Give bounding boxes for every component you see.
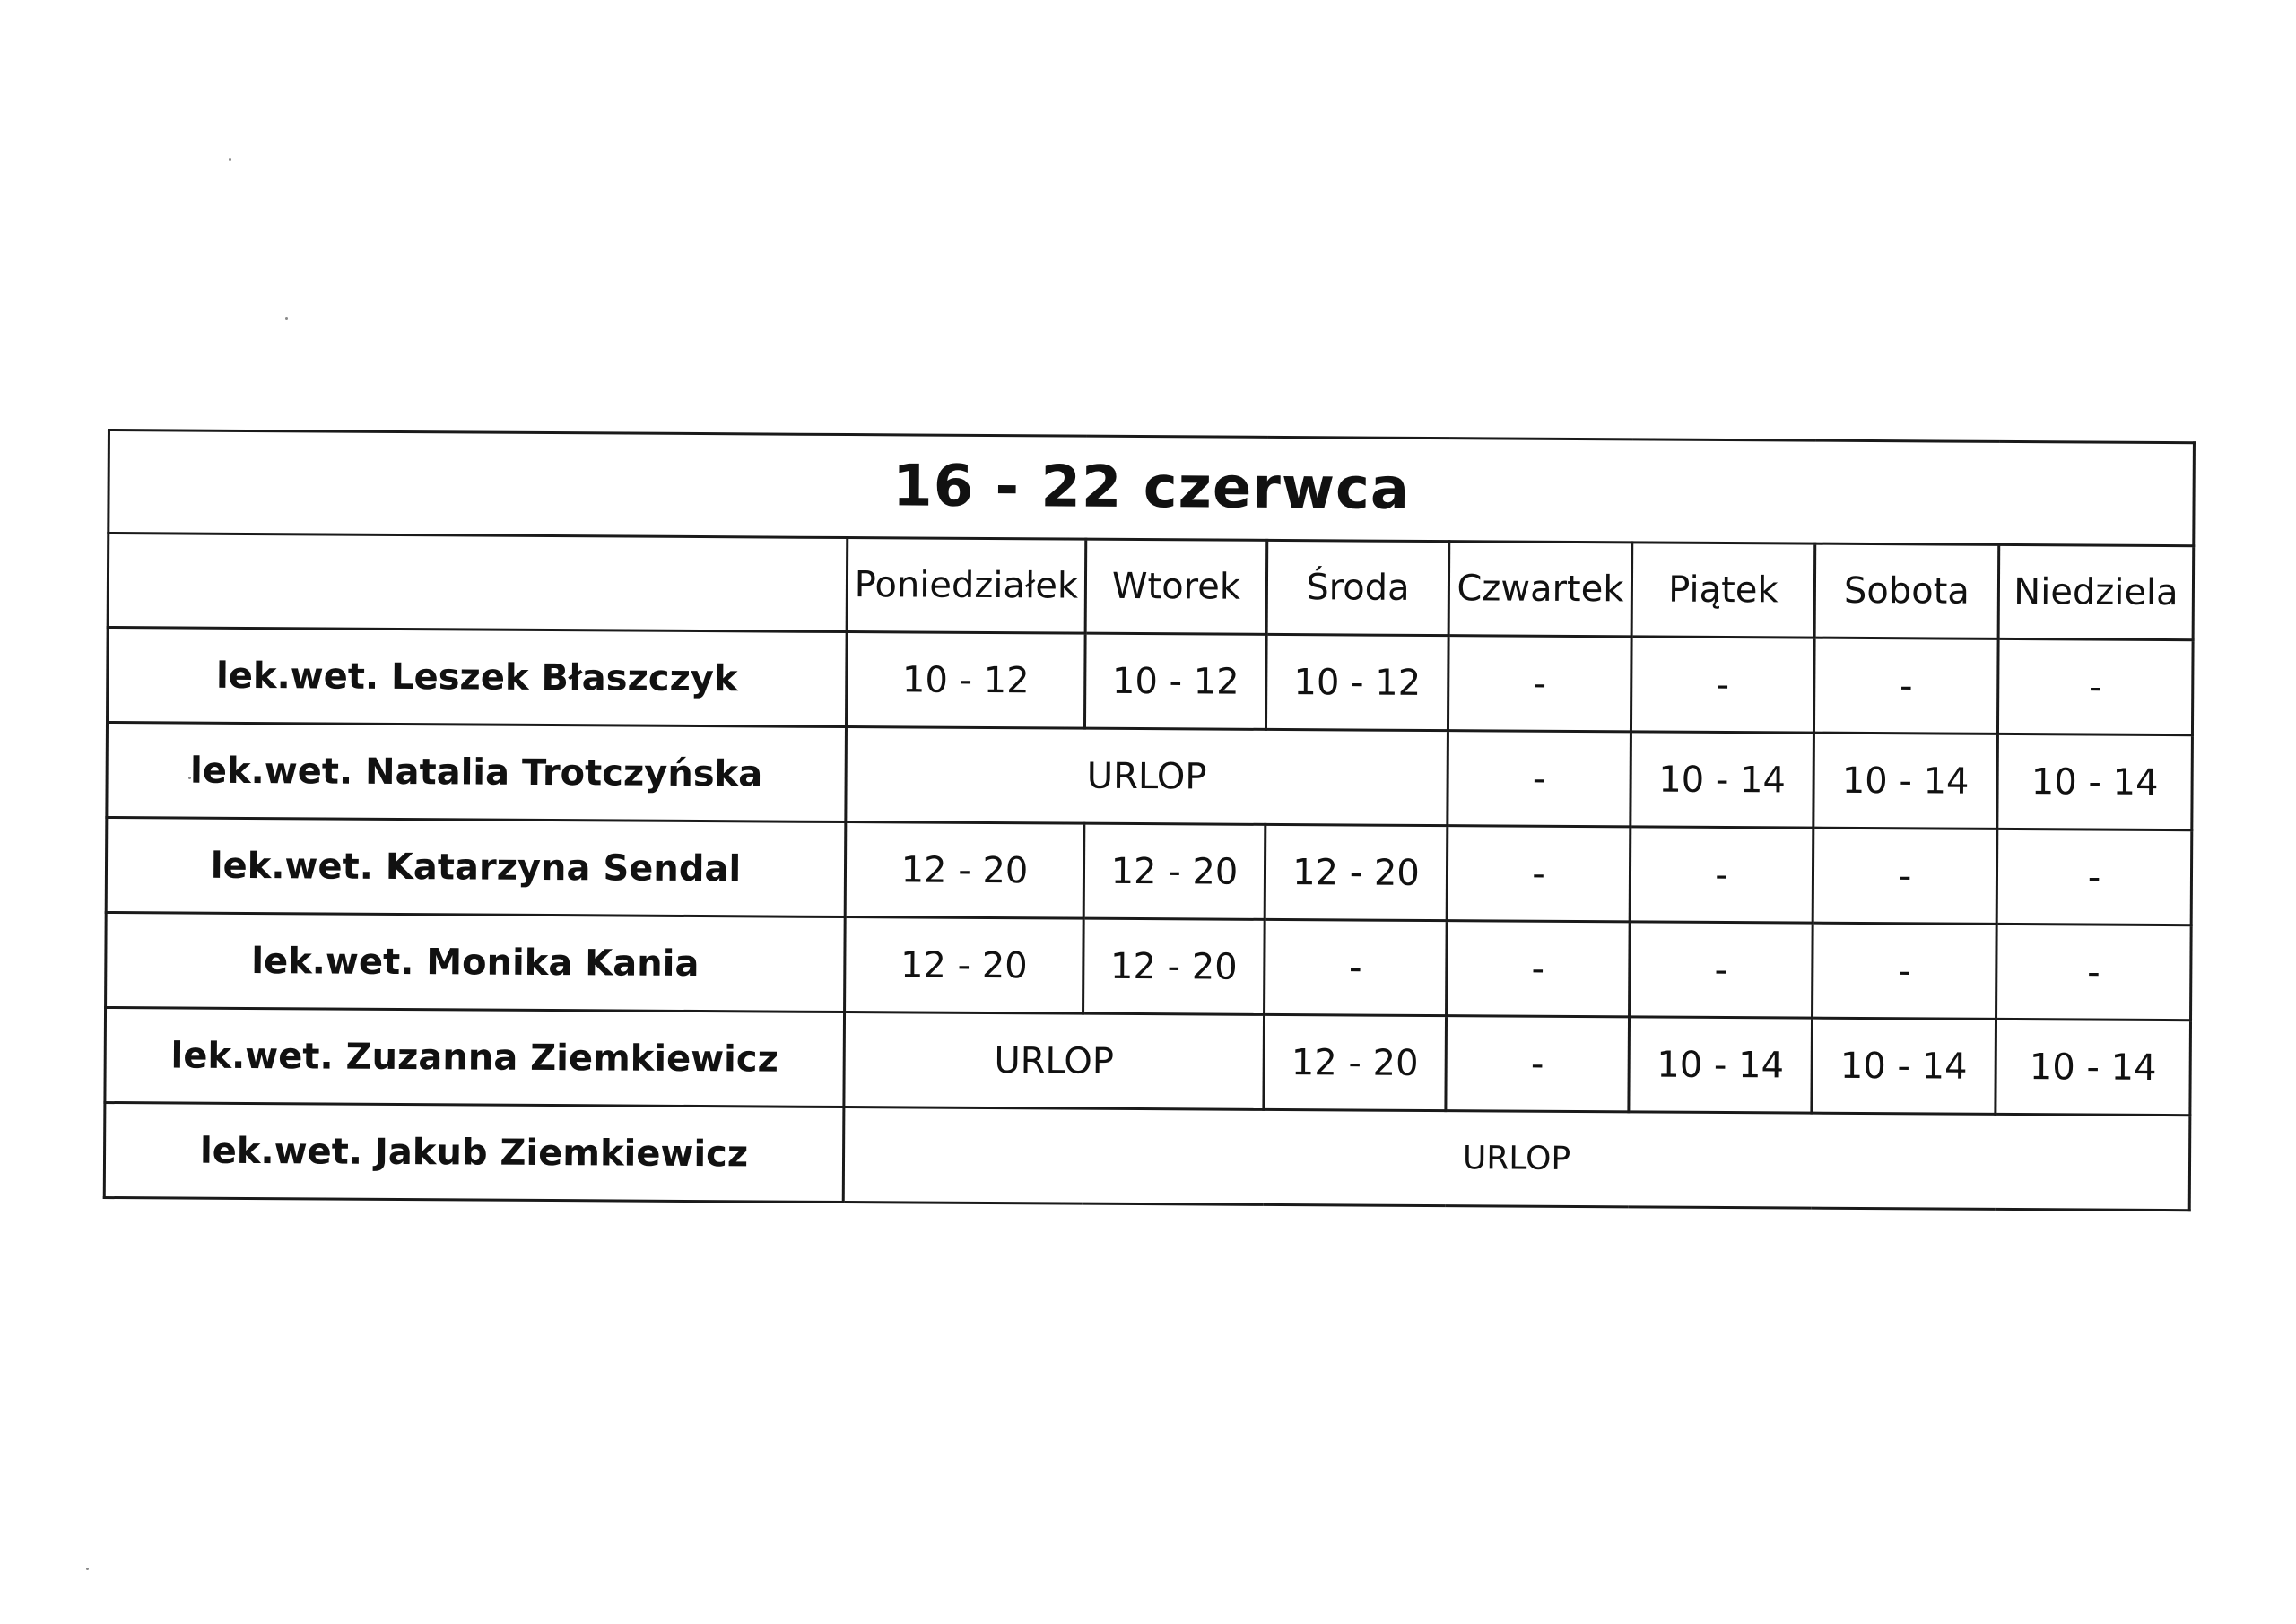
leave-cell: URLOP bbox=[843, 1107, 2190, 1211]
day-header-saturday: Sobota bbox=[1814, 543, 1999, 638]
hours-cell: - bbox=[1265, 919, 1448, 1015]
hours-cell: 12 - 20 bbox=[1265, 824, 1448, 920]
hours-cell: 12 - 20 bbox=[1083, 918, 1265, 1014]
hours-cell: - bbox=[1448, 636, 1631, 732]
schedule-title: 16 - 22 czerwca bbox=[109, 430, 2195, 546]
leave-cell: URLOP bbox=[846, 727, 1448, 826]
schedule-row bbox=[106, 818, 2192, 925]
hours-cell: - bbox=[1813, 638, 1998, 734]
empty-corner-cell bbox=[108, 534, 848, 632]
hours-cell: 10 - 14 bbox=[1629, 1017, 1813, 1113]
hours-cell: 12 - 20 bbox=[845, 822, 1084, 919]
hours-cell: 10 - 12 bbox=[846, 632, 1085, 729]
days-header-row bbox=[108, 534, 2194, 640]
schedule-row bbox=[107, 723, 2193, 830]
hours-cell: 12 - 20 bbox=[1264, 1014, 1447, 1110]
day-header-tuesday: Wtorek bbox=[1085, 539, 1267, 634]
hours-cell: - bbox=[1446, 1016, 1630, 1112]
scan-speck bbox=[86, 1568, 89, 1570]
day-header-monday: Poniedziałek bbox=[847, 538, 1086, 634]
hours-cell: 10 - 14 bbox=[1813, 733, 1998, 829]
hours-cell: - bbox=[1447, 921, 1631, 1017]
schedule-row bbox=[105, 1007, 2191, 1115]
day-header-sunday: Niedziela bbox=[1998, 544, 2194, 639]
hours-cell: 10 - 14 bbox=[1997, 734, 2193, 829]
hours-cell: 10 - 14 bbox=[1631, 732, 1814, 828]
hours-cell: - bbox=[1813, 828, 1997, 924]
vet-name-cell: lek.wet. Zuzanna Ziemkiewicz bbox=[105, 1007, 845, 1107]
hours-cell: - bbox=[1448, 731, 1631, 827]
hours-cell: - bbox=[1631, 637, 1814, 733]
hours-cell: - bbox=[1997, 638, 2193, 734]
day-header-thursday: Czwartek bbox=[1448, 542, 1632, 637]
vet-name-cell: lek.wet. Monika Kania bbox=[106, 912, 846, 1012]
hours-cell: - bbox=[1813, 923, 1997, 1019]
hours-cell: 12 - 20 bbox=[1083, 823, 1265, 919]
hours-cell: 10 - 14 bbox=[1812, 1018, 1996, 1114]
hours-cell: - bbox=[1630, 922, 1813, 1018]
scan-speck bbox=[229, 158, 231, 161]
hours-cell: 10 - 12 bbox=[1265, 634, 1448, 730]
schedule-row bbox=[107, 628, 2193, 735]
hours-cell: 12 - 20 bbox=[845, 917, 1084, 1014]
vet-name-cell: lek.wet. Natalia Trotczyńska bbox=[107, 723, 847, 822]
vet-name-cell: lek.wet. Katarzyna Sendal bbox=[106, 818, 846, 917]
schedule-row bbox=[104, 1102, 2190, 1210]
title-row bbox=[109, 430, 2195, 546]
schedule-row bbox=[106, 912, 2192, 1020]
schedule-table bbox=[103, 429, 2196, 1211]
hours-cell: - bbox=[1447, 826, 1631, 922]
day-header-wednesday: Środa bbox=[1266, 540, 1449, 635]
vet-name-cell: lek.wet. Leszek Błaszczyk bbox=[107, 628, 847, 727]
day-header-friday: Piątek bbox=[1631, 543, 1815, 638]
hours-cell: - bbox=[1630, 827, 1813, 923]
leave-cell: URLOP bbox=[844, 1012, 1265, 1110]
scan-speck bbox=[285, 317, 288, 320]
hours-cell: 10 - 12 bbox=[1084, 633, 1266, 729]
hours-cell: - bbox=[1996, 829, 2192, 925]
vet-name-cell: lek.wet. Jakub Ziemkiewicz bbox=[104, 1102, 844, 1202]
hours-cell: - bbox=[1996, 924, 2192, 1020]
hours-cell: 10 - 14 bbox=[1996, 1019, 2191, 1115]
